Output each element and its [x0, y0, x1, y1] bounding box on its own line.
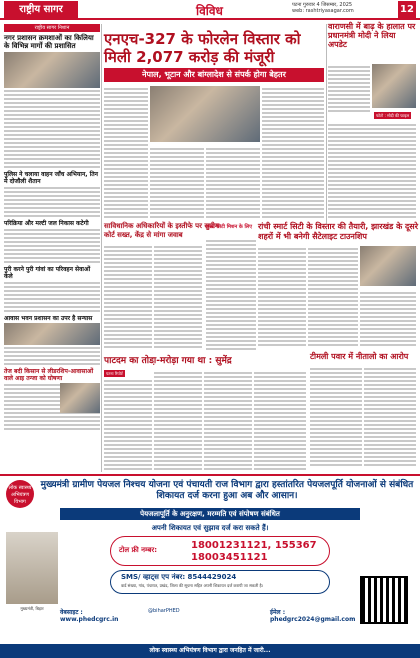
page-number: 12 — [398, 1, 416, 18]
ad-website: वेबसाइट : www.phedcgrc.in — [60, 609, 119, 623]
ad-strip-secondary: अपनी शिकायत एवं सुझाव दर्ज करा सकते हैं। — [151, 524, 269, 532]
left-subhead: पुलिस ने चलाया वाहन जाँच अभियान, तिन मे दोजौली शैतान — [4, 171, 98, 185]
patradam-headline: पाटदम का तोडा़-मरोड़ा गया था : सुमेंद्र — [104, 356, 232, 366]
lead-headline: एनएच-327 के फोरलेन विस्तार को मिली 2,077 करोड़ की मंजूरी — [104, 30, 301, 66]
article-text — [4, 90, 100, 168]
column-rule — [326, 24, 327, 224]
ad-footer: लोक स्वास्थ्य अभियंत्रण विभाग द्वारा जनहित में जारी... — [0, 644, 420, 658]
article-text — [154, 244, 202, 350]
sms-box — [110, 570, 330, 594]
article-text — [254, 370, 306, 472]
column-rule — [101, 24, 102, 472]
right-headline: वाराणसी में बाढ़ के हालात पर प्रधानमंत्री मोदी ने लिया अपडेट — [328, 22, 416, 49]
article-text — [104, 244, 152, 350]
toll-free-label: टोल फ्री नम्बर: — [119, 546, 157, 554]
article-text — [310, 366, 362, 468]
chief-minister-photo — [6, 532, 58, 604]
issue-date — [292, 2, 392, 14]
left-column — [4, 24, 100, 472]
left-subhead: आवास भवन प्रशासन का उपर है सन्यास — [4, 315, 93, 322]
section-title: विविध — [196, 4, 223, 18]
news-photo — [360, 246, 416, 286]
masthead — [0, 0, 420, 20]
article-text — [4, 282, 100, 312]
article-text — [328, 64, 370, 114]
tisri-headline: टीमली पवार में नीतालो का आरोप — [310, 352, 409, 361]
smart-city-subhead: स्मार्ट सिटी मिशन के लिए — [206, 224, 252, 230]
ad-strip: पेयजलापूर्ति के अनुरक्षण, मरम्मति एवं संपोषण संबंधित — [60, 508, 360, 520]
article-text — [154, 370, 202, 472]
left-subhead: परिक्रिया और मल्टी जल निकास कटेगी — [4, 220, 89, 227]
article-text — [4, 229, 100, 263]
lead-photo — [150, 86, 260, 142]
article-text — [104, 86, 148, 220]
date-line: पटना गुरुवार 4 जिसम्बर, 2025 — [292, 2, 353, 8]
sms-number: SMS/ व्हाट्स एप नंबर: 8544429024 — [121, 573, 237, 581]
website-line: web: rashtriyasagar.com — [292, 8, 354, 14]
toll-free-numbers: 18001231121, 155367 18003451121 — [191, 540, 317, 563]
article-text — [360, 290, 416, 348]
government-advertisement — [0, 474, 420, 658]
photo-caption: फोटो : मोदी की फाइल — [376, 113, 410, 118]
article-text — [204, 370, 252, 472]
report-badge: पटना रिपोर्ट — [106, 371, 123, 376]
left-tag: राष्ट्रीय सागर निशान — [4, 24, 100, 32]
article-text — [206, 238, 256, 352]
left-headline-bottom: तेज बदी किसान से लीडरशिप-आवासाओं वाले आइ तन्जा को घोषणा — [4, 368, 94, 382]
toll-free-box — [110, 536, 330, 566]
ad-social-handle: @biharPHED — [148, 608, 180, 614]
lead-subheadline: नेपाल, भूटान और बांग्लादेश से संपर्क होगा बेहतर — [104, 68, 324, 82]
article-text — [4, 187, 100, 217]
article-text — [150, 146, 204, 220]
qr-code — [360, 576, 408, 624]
article-text — [262, 86, 324, 220]
chief-minister-caption: मुख्यमंत्री, बिहार — [20, 606, 44, 611]
department-logo: लोक स्वास्थ्य अभियंत्रण विभाग — [6, 480, 34, 508]
sms-note: वार्ड संख्या, गांव, पंचायत, प्रखंड, जिला की सूचना सहित अपनी शिकायत दर्ज करायी जा सकती है। — [121, 583, 264, 588]
ranchi-headline: रांची स्मार्ट सिटी के विस्तार की तैयारी, झारखंड के दूसरे शहरों में भी बनेगी सैटेलाइट टाउनशिप — [258, 222, 418, 241]
article-text — [364, 366, 416, 468]
ad-title: मुख्यमंत्री ग्रामीण पेयजल निश्चय योजना एवं पंचायती राज विभाग द्वारा हस्तांतरित पेयजलपूर्ति योजनाओं से संबंधित शिकायत दर्ज करना हुआ अब और आसान। — [40, 480, 414, 501]
court-headline: साविधानिक अधिकारियों के इस्तीफे पर सुप्रीम कोर्ट सख्त, केंद्र से मांगा जवाब — [104, 222, 220, 239]
article-text — [4, 347, 100, 365]
article-text — [328, 122, 416, 220]
article-text — [258, 246, 306, 348]
newspaper-logo: राष्ट्रीय सागर — [4, 1, 78, 18]
article-text — [308, 246, 358, 348]
left-headline: नगर प्रशासन क्रमशाओं का किलिया के विभिन्न मार्गो की प्रशासित — [4, 34, 94, 50]
news-photo — [4, 323, 100, 345]
left-subhead: पुरी करने पुरी गांवां का परिवहन सेवाओं केले — [4, 266, 91, 280]
article-text — [104, 378, 152, 472]
article-text — [206, 146, 260, 220]
news-photo — [4, 52, 100, 88]
news-photo — [60, 383, 100, 413]
ad-email: ईमेल : phedgrc2024@gmail.com — [270, 609, 356, 623]
news-photo — [372, 64, 416, 108]
